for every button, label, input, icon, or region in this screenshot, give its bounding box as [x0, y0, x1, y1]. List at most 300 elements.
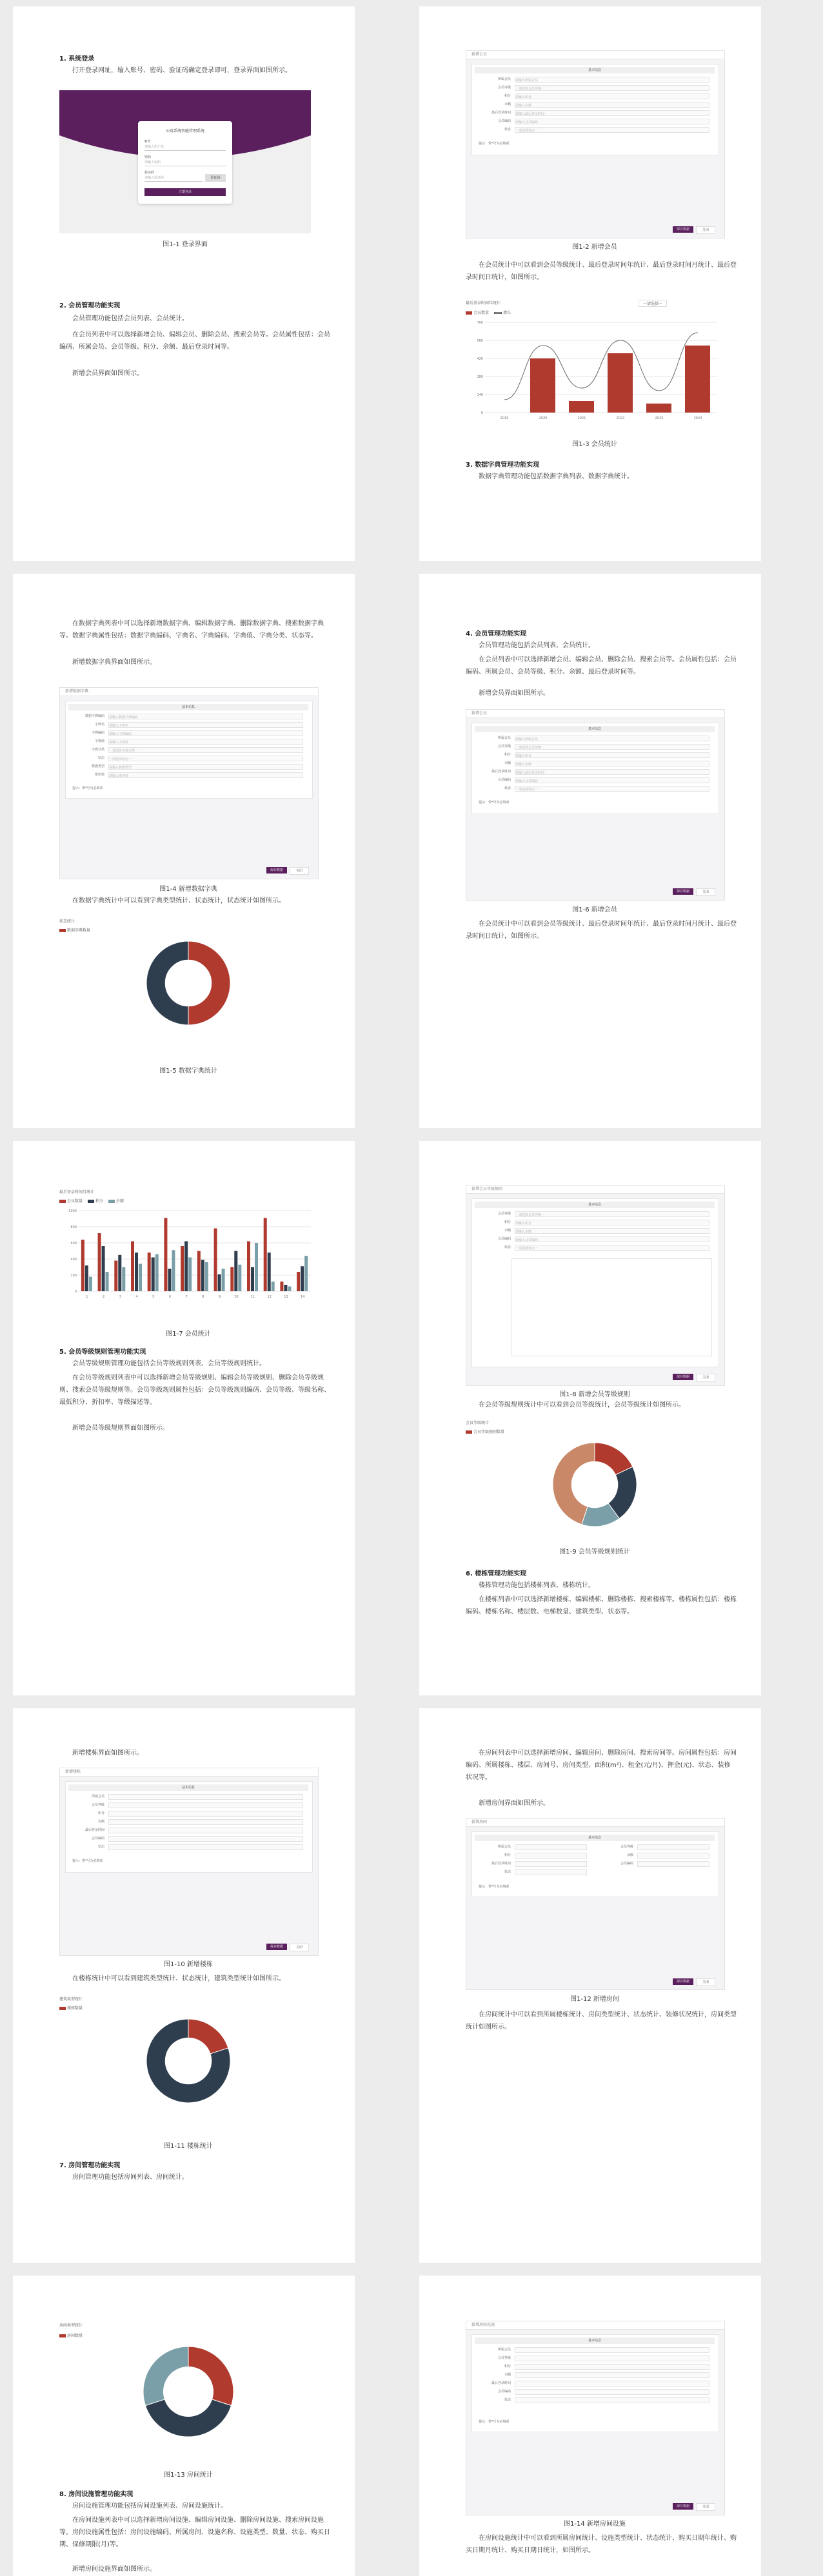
form-row [66, 772, 311, 778]
form-row [472, 735, 717, 741]
form-row [472, 1244, 717, 1251]
field-input[interactable] [108, 1828, 303, 1833]
x-tick-label: 14 [300, 1295, 305, 1299]
paragraph: 在房间统计中可以看到所属楼栋统计、房间类型统计、状态统计、装修状况统计，房间类型统计如图所示。 [466, 2011, 737, 2031]
close-button[interactable]: 关闭 [696, 226, 715, 234]
form-row [66, 730, 311, 736]
close-button[interactable]: 关闭 [290, 1944, 309, 1951]
bar [234, 1251, 237, 1292]
form-section-title: 基本信息 [475, 2337, 715, 2344]
field-label: 最后登录时间 [491, 1862, 511, 1866]
bar [118, 1255, 121, 1291]
field-label: 最后登录时间 [491, 770, 511, 774]
chart-filter[interactable]: 一请选择一 [639, 300, 667, 307]
bar [214, 1229, 217, 1292]
bar [122, 1267, 125, 1292]
paragraph: 在数据字典列表中可以选择新增数据字典、编辑数据字典、删除数据字典、搜索数据字典等。数据字典属性包括：数据字典编码、字典名、字典编码、字典值、字典分类、状态等。 [59, 620, 324, 639]
paragraph: 新增房间设施界面如图所示。 [72, 2566, 156, 2573]
form-note: 提示：带*号为必填项 [479, 801, 510, 805]
field-label: 所属会员 [497, 1845, 511, 1849]
pie-slice [188, 941, 230, 1025]
field-input[interactable]: 请输入会员编码 [515, 1236, 709, 1242]
form-title: 新增房间 [466, 1819, 724, 1827]
field-input[interactable]: 请输入积分 [515, 752, 709, 758]
pie-slice [143, 2347, 188, 2406]
legend-label: 会员数量 [473, 311, 490, 315]
field-select[interactable]: 一请选择会员等级一 [515, 85, 709, 91]
field-input[interactable] [515, 2347, 709, 2353]
field-label: 余额 [97, 1820, 104, 1824]
field-label: 字典值 [94, 739, 104, 743]
field-select[interactable] [108, 1844, 303, 1850]
field-input[interactable] [637, 1844, 709, 1850]
chart-legend [466, 1429, 504, 1434]
pie-slice [145, 2399, 231, 2437]
field-input[interactable]: 请输入字典名 [108, 722, 303, 728]
figure-caption: 图1-3 会员统计 [572, 441, 617, 448]
field-input[interactable] [108, 1794, 303, 1800]
y-tick-label: 0 [74, 1290, 77, 1294]
form-section-title: 基本信息 [475, 726, 715, 732]
figure-caption: 图1-7 会员统计 [166, 1331, 211, 1338]
field-input[interactable] [108, 1811, 303, 1817]
form-title: 新增数据字典 [60, 688, 318, 696]
close-button[interactable]: 关闭 [696, 1978, 715, 1986]
form-panel [65, 1781, 313, 1873]
legend-label: 楼栋数量 [67, 2006, 83, 2011]
bar [85, 1265, 88, 1291]
form-row [472, 93, 717, 99]
form-section-title: 基本信息 [475, 67, 715, 73]
save-button[interactable]: 保存数据 [673, 1978, 693, 1985]
level-donut-chart [466, 1436, 724, 1533]
bar [247, 1242, 250, 1292]
bar [152, 1258, 155, 1292]
paragraph: 在会员列表中可以选择新增会员、编辑会员、删除会员、搜索会员等。会员属性包括：会员编码、所属会员、会员等级、积分、余额、最后登录时间等。 [466, 656, 737, 676]
form-title: 新增会员 [466, 710, 724, 718]
save-button[interactable]: 保存数据 [673, 888, 693, 895]
bar [131, 1242, 134, 1292]
bar [255, 1243, 258, 1291]
bar [102, 1246, 105, 1291]
section-heading: 6. 楼栋管理功能实现 [466, 1570, 527, 1577]
figure-caption: 图1-4 新增数据字典 [159, 886, 217, 893]
x-tick-label: 10 [234, 1295, 239, 1299]
close-button[interactable]: 关闭 [696, 2503, 715, 2511]
y-tick-label: 140 [477, 393, 483, 397]
bar [301, 1266, 304, 1291]
y-tick-label: 560 [477, 339, 483, 343]
bar [264, 1218, 267, 1291]
bar [197, 1251, 201, 1292]
field-label: 余额 [504, 1229, 511, 1233]
paragraph: 会员等级规则管理功能包括会员等级规则列表、会员等级规则统计。 [72, 1360, 266, 1367]
section-heading: 3. 数据字典管理功能实现 [466, 462, 540, 469]
field-label: 最后登录时间 [491, 111, 511, 115]
field-input[interactable]: 请输入余额 [515, 102, 709, 108]
field-select[interactable]: 一请选择状态一 [108, 756, 303, 761]
form-row [472, 1869, 595, 1875]
field-select[interactable]: 一请选择字典分类一 [108, 747, 303, 753]
field-input[interactable] [108, 1802, 303, 1808]
bar [168, 1269, 171, 1291]
login-button[interactable]: 立即登录 [144, 188, 226, 196]
field-input[interactable] [515, 2389, 709, 2395]
paragraph: 在房间设施列表中可以选择新增房间设施、编辑房间设施、删除房间设施、搜索房间设施等。房间设施属性包括：房间设施编码、所属房间、设施名称、设施类型、数量、状态、购买日期、保修期限(月)等。 [59, 2517, 330, 2548]
field-input[interactable] [515, 1844, 587, 1850]
legend-swatch [59, 2334, 66, 2337]
bar [172, 1250, 175, 1291]
field-select[interactable]: 一请选择状态一 [515, 127, 709, 133]
bar [297, 1272, 300, 1291]
chart-legend [59, 2332, 83, 2338]
form-row [66, 1827, 311, 1833]
paragraph: 新增会员界面如图所示。 [479, 690, 550, 697]
paragraph: 在房间设施统计中可以看到所属房间统计、设施类型统计、状态统计、购买日期年统计、购买日期月统计、购买日期日统计，如图所示。 [466, 2535, 737, 2554]
y-tick-label: 0 [481, 411, 483, 415]
y-tick-label: 700 [477, 321, 483, 325]
form-row [66, 713, 311, 719]
form-row [66, 746, 311, 753]
field-label: 积分 [504, 753, 511, 757]
y-tick-label: 280 [477, 375, 483, 379]
form-note: 提示：带*号为必填项 [72, 786, 103, 790]
bar [205, 1262, 208, 1291]
form-panel [65, 701, 313, 799]
bar [181, 1246, 184, 1291]
form-note: 提示：带*号为必填项 [72, 1859, 103, 1863]
bar [685, 346, 710, 413]
form-row [66, 1810, 311, 1817]
figure-caption: 图1-12 新增房间 [570, 1996, 619, 2003]
field-input[interactable]: 请输入所属会员 [515, 736, 709, 741]
legend-label: 积分 [95, 1199, 103, 1204]
field-label: 会员编码 [620, 1862, 633, 1866]
x-tick-label: 2022 [616, 416, 625, 420]
form-row [472, 1852, 595, 1859]
legend-swatch [466, 311, 472, 315]
field-label: 所属会员 [497, 77, 511, 81]
form-row [472, 76, 717, 83]
x-tick-label: 2019 [500, 416, 509, 420]
form-section-title: 基本信息 [475, 1835, 715, 1841]
form-section-title: 基本信息 [68, 704, 308, 710]
form-screenshot [466, 50, 725, 239]
form-row [472, 777, 717, 783]
bar [164, 1218, 167, 1291]
x-tick-label: 2020 [539, 416, 548, 420]
form-row [66, 755, 311, 761]
form-note: 提示：带*号为必填项 [479, 1885, 510, 1889]
field-input[interactable]: 请输入积分 [515, 93, 709, 99]
form-title: 新增房间设施 [466, 2321, 724, 2330]
paragraph: 在会员等级规则列表中可以选择新增会员等级规则、编辑会员等级规则、删除会员等级规则、搜索会员等级规则等。会员等级规则属性包括：会员等级规则编码、会员等级、等级名称、最低积分、折扣率、等级描述等。 [59, 1374, 330, 1406]
field-label: 余额 [504, 102, 511, 106]
field-label: 积分 [504, 2365, 511, 2368]
month-bar-chart [59, 1205, 317, 1305]
field-input[interactable]: 请输入排序值 [108, 772, 303, 778]
save-button[interactable]: 保存数据 [673, 226, 693, 233]
field-input[interactable] [515, 2381, 709, 2386]
form-screenshot [466, 709, 725, 901]
field-select[interactable]: 一请选择状态一 [515, 1245, 709, 1251]
bar [201, 1260, 204, 1291]
rich-text-editor[interactable] [511, 1258, 712, 1356]
field-label: 字典编码 [91, 731, 104, 735]
form-row [66, 1793, 311, 1800]
field-label: 状态 [504, 128, 511, 132]
field-input[interactable] [637, 1853, 709, 1859]
x-tick-label: 6 [168, 1295, 172, 1299]
form-row [472, 1219, 717, 1225]
form-row [595, 1860, 717, 1867]
field-select[interactable]: 一请选择状态一 [515, 786, 709, 792]
paragraph: 会员管理功能包括会员列表、会员统计。 [72, 315, 188, 322]
field-input[interactable] [108, 1819, 303, 1825]
field-input[interactable]: 请输入会员编码 [515, 119, 709, 124]
field-select[interactable]: 一请选择会员等级一 [515, 1211, 709, 1217]
form-row [66, 1819, 311, 1825]
field-label: 排序值 [94, 773, 104, 777]
bar [139, 1264, 142, 1292]
form-section-title: 基本信息 [475, 1202, 715, 1208]
form-row [472, 785, 717, 792]
x-tick-label: 12 [267, 1295, 272, 1299]
field-input[interactable]: 请输入数据类型 [108, 764, 303, 770]
doc-page-3 [13, 574, 355, 1128]
paragraph: 在房间列表中可以选择新增房间、编辑房间、删除房间、搜索房间等。房间属性包括：房间编码、所属楼栋、楼层、房间号、房间类型、面积(m²)、租金(元/月)、押金(元)、状态、装修状况等。 [466, 1750, 737, 1781]
figure-caption: 图1-14 新增房间设施 [564, 2521, 626, 2528]
form-row [472, 1211, 717, 1217]
field-select[interactable] [515, 2397, 709, 2403]
form-panel [471, 1198, 719, 1367]
form-row [595, 1852, 717, 1859]
figure-caption: 图1-9 会员等级规则统计 [559, 1548, 630, 1556]
field-label: 会员等级 [91, 1803, 104, 1807]
field-input[interactable]: 请输入所属会员 [515, 77, 709, 83]
form-row [472, 118, 717, 124]
pie-slice [188, 2347, 233, 2406]
x-tick-label: 5 [152, 1295, 155, 1299]
field-input[interactable]: 请输入最后登录时间 [515, 110, 709, 116]
field-label: 会员编码 [497, 2390, 511, 2394]
bar [280, 1282, 283, 1291]
form-row [472, 1236, 717, 1242]
paragraph: 在会员统计中可以看到会员等级统计、最后登录时间年统计、最后登录时间月统计、最后登录时间日统计，如图所示。 [466, 921, 737, 940]
captcha-image[interactable]: 验证码 [205, 174, 226, 182]
field-label: 最后登录时间 [84, 1828, 104, 1832]
close-button[interactable]: 关闭 [290, 867, 309, 875]
form-row [472, 1860, 595, 1867]
x-tick-label: 9 [218, 1295, 221, 1299]
field-input[interactable] [515, 2364, 709, 2370]
chart-header: 状态统计 [59, 919, 75, 924]
field-input[interactable]: 请输入积分 [515, 1220, 709, 1225]
x-tick-label: 2024 [693, 416, 702, 420]
x-tick-label: 2 [102, 1295, 105, 1299]
doc-page-2 [419, 6, 761, 561]
form-row [472, 1227, 717, 1234]
bar [268, 1253, 271, 1291]
save-button[interactable]: 保存数据 [673, 1374, 693, 1380]
field-label: 会员编码 [497, 119, 511, 123]
doc-page-10 [419, 2276, 761, 2576]
bar [646, 404, 671, 413]
figure-caption: 图1-2 新增会员 [572, 244, 617, 251]
figure-caption: 图1-8 新增会员等级规则 [559, 1391, 630, 1398]
doc-page-5 [13, 1141, 355, 1695]
form-row [66, 1835, 311, 1842]
field-input[interactable]: 请输入会员编码 [515, 777, 709, 783]
bar [284, 1285, 287, 1291]
legend-swatch [494, 312, 502, 314]
field-input[interactable] [515, 2356, 709, 2361]
section-heading: 7. 房间管理功能实现 [59, 2162, 121, 2169]
field-label: 余额 [504, 2373, 511, 2377]
field-input[interactable]: 请输入最后登录时间 [515, 769, 709, 775]
legend-label: 会员等级规则数量 [473, 1430, 505, 1434]
y-tick-label: 1000 [68, 1209, 77, 1213]
x-tick-label: 2023 [655, 416, 664, 420]
field-input[interactable] [515, 1861, 587, 1867]
chart-legend [59, 1198, 124, 1204]
form-panel [471, 1831, 719, 1897]
paragraph: 新增会员界面如图所示。 [72, 370, 143, 377]
password-label: 密码 [144, 155, 152, 159]
form-row [472, 2355, 717, 2361]
pie-slice [188, 2019, 228, 2054]
doc-page-9 [13, 2276, 355, 2576]
form-note: 提示：带*号为必填项 [479, 142, 510, 146]
captcha-input[interactable]: 请输入验证码 [144, 175, 203, 182]
field-label: 积分 [504, 94, 511, 98]
figure-caption: 图1-10 新增楼栋 [164, 1961, 213, 1968]
form-row [472, 760, 717, 766]
form-title: 新增会员 [466, 51, 724, 59]
chart-header: 房间类型统计 [59, 2323, 83, 2328]
field-label: 字典名 [94, 723, 104, 727]
account-input[interactable]: 请输入用户名 [144, 144, 226, 151]
x-tick-label: 2021 [577, 416, 586, 420]
login-screenshot [59, 90, 311, 233]
chart-header: 最后登录时间月统计 [59, 1190, 95, 1195]
bar [135, 1253, 138, 1291]
form-row [472, 84, 717, 91]
y-tick-label: 400 [70, 1258, 77, 1262]
field-input[interactable] [108, 1836, 303, 1842]
field-input[interactable]: 请输入余额 [515, 761, 709, 766]
form-screenshot [466, 1818, 725, 1990]
bar [184, 1242, 188, 1292]
field-input[interactable] [637, 1861, 709, 1867]
form-title: 新增会员等级规则 [466, 1186, 724, 1194]
paragraph: 数据字典管理功能包括数据字典列表、数据字典统计。 [479, 473, 633, 480]
form-row [66, 738, 311, 745]
bar [155, 1254, 159, 1292]
field-input[interactable]: 请输入字典值 [108, 739, 303, 745]
legend-label: 增长 [502, 311, 511, 315]
form-row [472, 110, 717, 116]
field-label: 所属会员 [497, 2348, 511, 2352]
field-label: 会员等级 [497, 745, 511, 748]
dict-donut-chart [59, 935, 317, 1031]
section-heading: 8. 房间设施管理功能实现 [59, 2491, 134, 2498]
save-button[interactable]: 保存数据 [266, 1944, 287, 1950]
field-input[interactable] [515, 2372, 709, 2378]
doc-page-1 [13, 6, 355, 561]
bar [272, 1282, 275, 1291]
close-button[interactable]: 关闭 [696, 888, 715, 896]
chart-header: 最后登录时间年统计 [466, 301, 501, 306]
legend-label: 房间数量 [67, 2334, 83, 2338]
form-row [66, 1844, 311, 1850]
section-heading: 2. 会员管理功能实现 [59, 302, 121, 309]
close-button[interactable]: 关闭 [696, 1374, 715, 1381]
field-label: 状态 [97, 1845, 104, 1849]
field-input[interactable]: 请输入余额 [515, 1228, 709, 1234]
field-label: 会员编码 [497, 1237, 511, 1241]
x-tick-label: 8 [202, 1295, 204, 1299]
paragraph: 在会员列表中可以选择新增会员、编辑会员、删除会员、搜索会员等。会员属性包括：会员编码、所属会员、会员等级、积分、余额、最后登录时间等。 [59, 331, 330, 351]
form-screenshot [466, 1185, 725, 1386]
form-panel [471, 723, 719, 814]
form-screenshot [59, 687, 319, 879]
save-button[interactable]: 保存数据 [266, 867, 287, 873]
form-panel [471, 64, 719, 155]
field-input[interactable]: 请输入字典编码 [108, 730, 303, 736]
form-row [595, 1844, 717, 1850]
field-label: 状态 [504, 2398, 511, 2402]
bar [530, 358, 555, 413]
bar [89, 1277, 92, 1292]
field-input[interactable] [515, 1853, 587, 1859]
doc-page-8 [419, 1708, 761, 2263]
bar [608, 353, 633, 413]
account-label: 账号 [144, 140, 152, 144]
field-label: 积分 [97, 1811, 104, 1815]
x-tick-label: 13 [284, 1295, 288, 1299]
figure-caption: 图1-1 登录界面 [163, 241, 208, 248]
form-row [66, 763, 311, 770]
section-heading: 5. 会员等级规则管理功能实现 [59, 1349, 146, 1356]
field-label: 积分 [504, 1853, 511, 1857]
save-button[interactable]: 保存数据 [673, 2503, 693, 2510]
paragraph: 在数据字典统计中可以看到字典类型统计、状态统计，状态统计如图所示。 [72, 897, 285, 904]
bar [148, 1253, 151, 1291]
field-label: 状态 [504, 786, 511, 790]
legend-swatch [466, 1430, 472, 1434]
field-select[interactable]: 一请选择会员等级一 [515, 744, 709, 750]
password-input[interactable]: 请输入密码 [144, 160, 226, 166]
field-label: 最后登录时间 [491, 2381, 511, 2385]
x-tick-label: 3 [119, 1295, 121, 1299]
paragraph: 打开登录网址，输入账号、密码、验证码确定登录即可，登录界面如图所示。 [72, 67, 292, 74]
captcha-label: 验证码 [144, 171, 155, 175]
y-tick-label: 600 [70, 1242, 77, 1245]
form-row [472, 743, 717, 750]
bar [238, 1265, 241, 1291]
paragraph: 在楼栋统计中可以看到建筑类型统计、状态统计，建筑类型统计如图所示。 [72, 1975, 285, 1982]
y-tick-label: 800 [70, 1225, 77, 1229]
form-row [66, 721, 311, 728]
field-input[interactable]: 请输入数据字典编码 [108, 714, 303, 719]
section-heading: 1. 系统登录 [59, 55, 95, 63]
bar [81, 1240, 84, 1291]
legend-swatch [108, 1200, 115, 1203]
paragraph: 新增会员等级规则界面如图所示。 [72, 1425, 169, 1432]
figure-caption: 图1-11 楼栋统计 [164, 2143, 213, 2150]
field-select[interactable] [515, 1869, 587, 1875]
